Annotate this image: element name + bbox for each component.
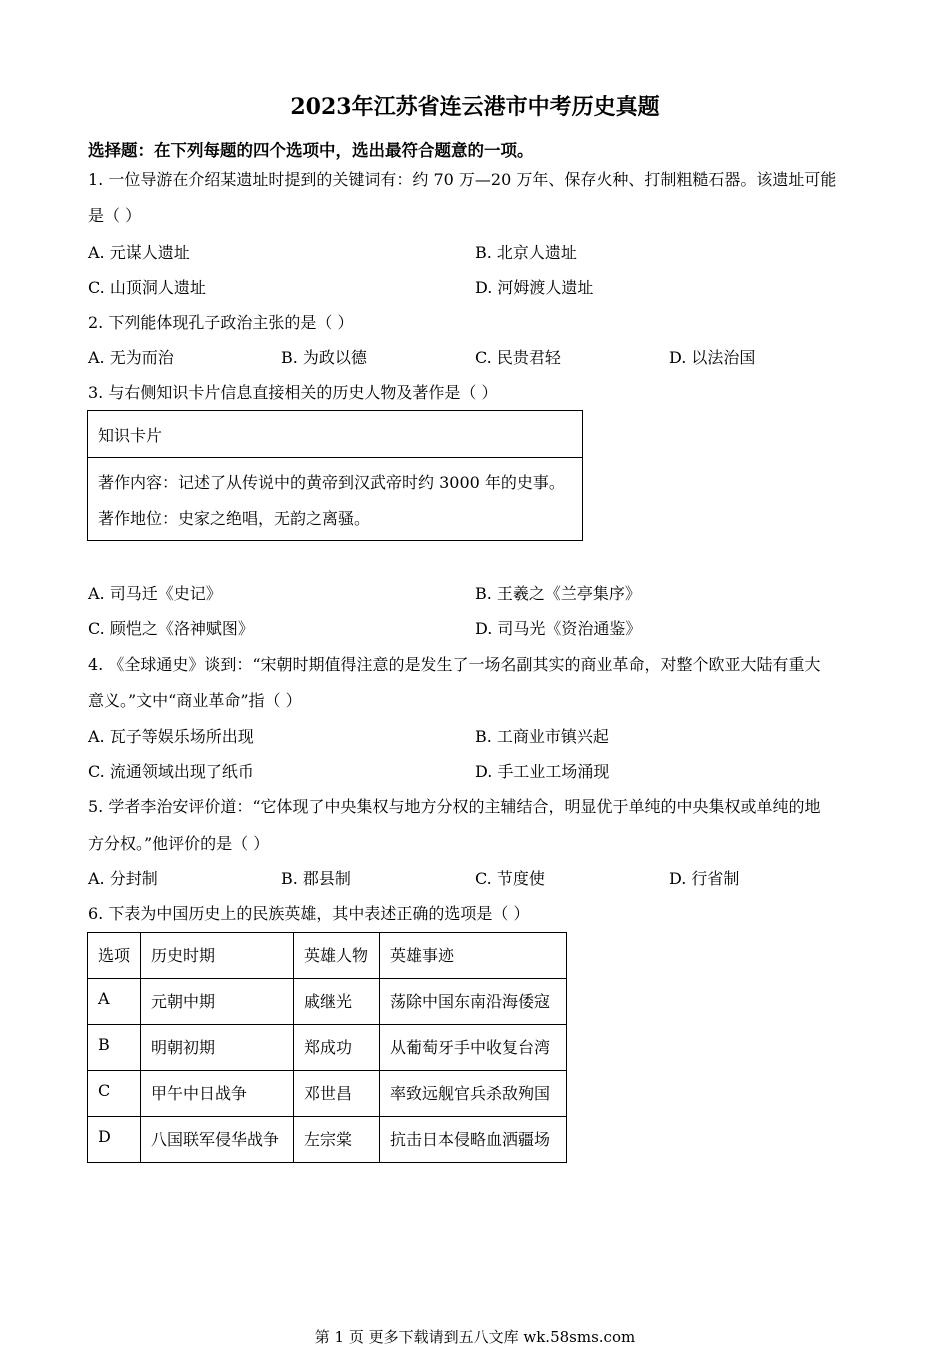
q1-option-b: B. 北京人遗址	[475, 243, 577, 262]
question-2-line-1: 2. 下列能体现孔子政治主张的是（ ）	[88, 313, 354, 332]
table-cell: 郑成功	[294, 1025, 380, 1071]
section-heading: 选择题：在下列每题的四个选项中，选出最符合题意的一项。	[88, 141, 534, 160]
q2-option-a: A. 无为而治	[88, 348, 174, 367]
table-row	[88, 979, 567, 1025]
q2-option-d: D. 以法治国	[669, 348, 756, 367]
table-cell: 从葡萄牙手中收复台湾	[380, 1025, 567, 1071]
q1-option-d: D. 河姆渡人遗址	[475, 278, 594, 297]
table-cell: 甲午中日战争	[141, 1071, 294, 1117]
table-cell: 邓世昌	[294, 1071, 380, 1117]
table-cell: 荡除中国东南沿海倭寇	[380, 979, 567, 1025]
table-row	[88, 1117, 567, 1163]
q2-option-c: C. 民贵君轻	[475, 348, 561, 367]
q5-option-b: B. 郡县制	[281, 869, 351, 888]
table-header-cell: 英雄人物	[294, 933, 380, 979]
question-1-line-1: 1. 一位导游在介绍某遗址时提到的关键词有：约 70 万—20 万年、保存火种、打制粗糙石器。该遗址可能	[88, 170, 837, 189]
table-header-cell: 选项	[88, 933, 141, 979]
table-header-row	[88, 933, 567, 979]
page-footer: 第 1 页 更多下载请到五八文库 wk.58sms.com	[314, 1328, 636, 1346]
table-row	[88, 1025, 567, 1071]
q3-option-a: A. 司马迁《史记》	[88, 584, 222, 603]
knowledge-card-title: 知识卡片	[98, 426, 163, 445]
table-cell: D	[88, 1117, 141, 1163]
question-5-line-1: 5. 学者李治安评价道：“它体现了中央集权与地方分权的主辅结合，明显优于单纯的中央集权或单纯的地	[88, 797, 821, 816]
q1-option-c: C. 山顶洞人遗址	[88, 278, 206, 297]
q5-option-d: D. 行省制	[669, 869, 740, 888]
table-cell: A	[88, 979, 141, 1025]
table-cell: 率致远舰官兵杀敌殉国	[380, 1071, 567, 1117]
question-4-line-2: 意义。”文中“商业革命”指（ ）	[88, 691, 302, 710]
table-cell: C	[88, 1071, 141, 1117]
knowledge-card	[87, 410, 583, 541]
table-header-cell: 英雄事迹	[380, 933, 567, 979]
knowledge-card-header	[88, 411, 582, 458]
question-5-line-2: 方分权。”他评价的是（ ）	[88, 834, 270, 853]
question-3-line-1: 3. 与右侧知识卡片信息直接相关的历史人物及著作是（ ）	[88, 383, 498, 402]
q3-option-b: B. 王羲之《兰亭集序》	[475, 584, 641, 603]
page-title: 2023年江苏省连云港市中考历史真题	[290, 94, 660, 120]
table-cell: 八国联军侵华战争	[141, 1117, 294, 1163]
table-cell: 抗击日本侵略血洒疆场	[380, 1117, 567, 1163]
table-row	[88, 1071, 567, 1117]
knowledge-card-content: 著作内容：记述了从传说中的黄帝到汉武帝时约 3000 年的史事。	[98, 473, 565, 492]
question-1-line-2: 是（ ）	[88, 206, 142, 225]
question-6-line-1: 6. 下表为中国历史上的民族英雄，其中表述正确的选项是（ ）	[88, 904, 530, 923]
q4-option-d: D. 手工业工场涌现	[475, 762, 610, 781]
hero-table	[87, 932, 567, 1163]
table-cell: 戚继光	[294, 979, 380, 1025]
q5-option-a: A. 分封制	[88, 869, 158, 888]
q1-option-a: A. 元谋人遗址	[88, 243, 190, 262]
table-cell: 明朝初期	[141, 1025, 294, 1071]
q4-option-a: A. 瓦子等娱乐场所出现	[88, 727, 254, 746]
knowledge-card-status: 著作地位：史家之绝唱，无韵之离骚。	[98, 509, 371, 528]
question-4-line-1: 4. 《全球通史》谈到：“宋朝时期值得注意的是发生了一场名副其实的商业革命，对整个欧亚大陆有重大	[88, 655, 821, 674]
q3-option-d: D. 司马光《资治通鉴》	[475, 619, 642, 638]
q3-option-c: C. 顾恺之《洛神赋图》	[88, 619, 254, 638]
q4-option-b: B. 工商业市镇兴起	[475, 727, 609, 746]
q4-option-c: C. 流通领域出现了纸币	[88, 762, 254, 781]
table-cell: B	[88, 1025, 141, 1071]
table-cell: 左宗棠	[294, 1117, 380, 1163]
table-cell: 元朝中期	[141, 979, 294, 1025]
q5-option-c: C. 节度使	[475, 869, 545, 888]
q2-option-b: B. 为政以德	[281, 348, 367, 367]
table-header-cell: 历史时期	[141, 933, 294, 979]
